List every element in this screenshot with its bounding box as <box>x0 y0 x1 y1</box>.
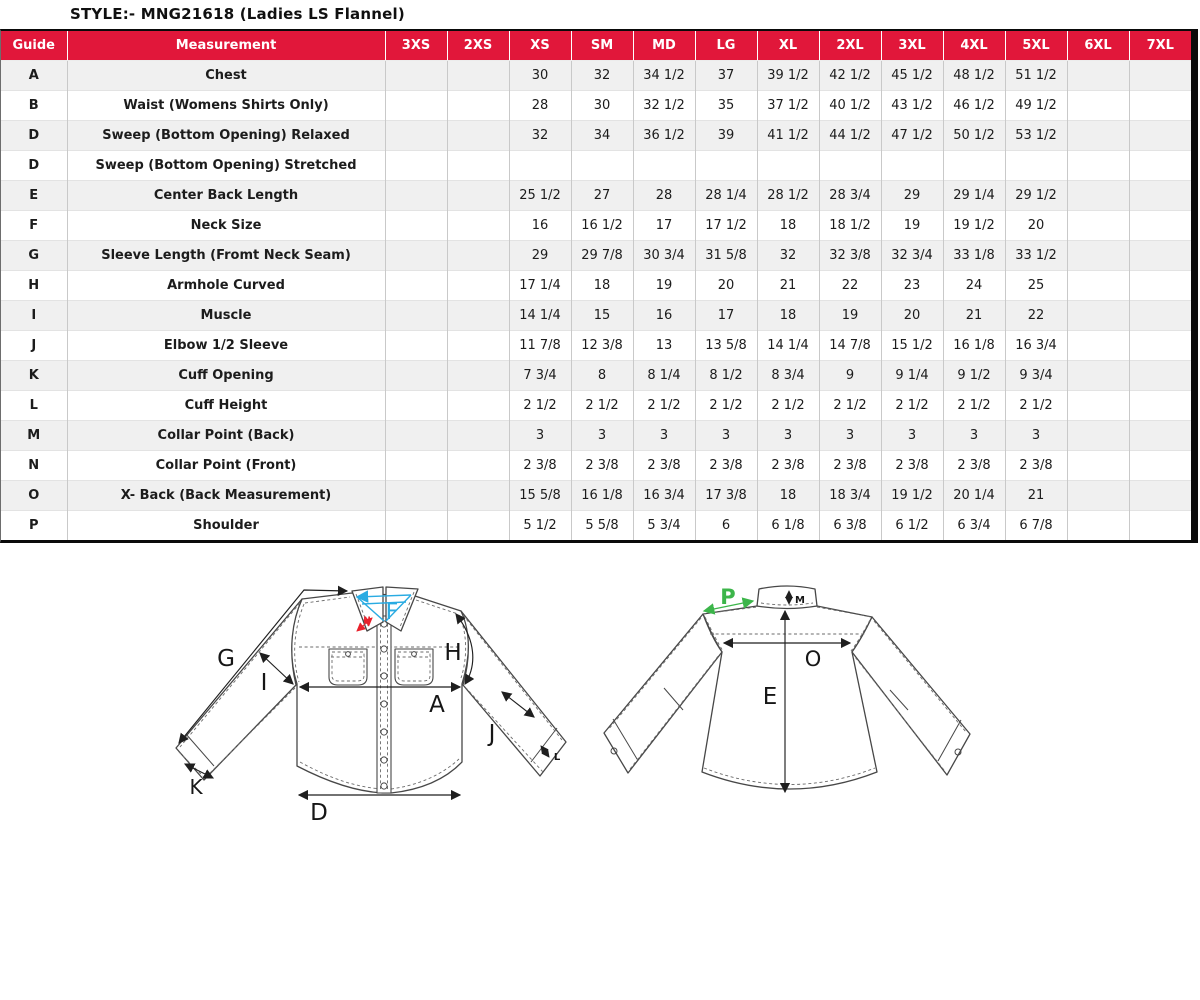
measurement-cell: Sweep (Bottom Opening) Relaxed <box>67 121 385 151</box>
value-cell: 31 5/8 <box>695 241 757 271</box>
value-cell: 2 1/2 <box>943 391 1005 421</box>
guide-cell: A <box>1 61 67 91</box>
value-cell: 22 <box>819 271 881 301</box>
guide-cell: E <box>1 181 67 211</box>
value-cell: 6 <box>695 511 757 541</box>
front-label-armhole-h: H <box>444 640 462 666</box>
value-cell: 32 <box>509 121 571 151</box>
measurement-cell: Center Back Length <box>67 181 385 211</box>
front-label-collar-point-n: N <box>363 616 371 626</box>
guide-cell: K <box>1 361 67 391</box>
value-cell: 21 <box>943 301 1005 331</box>
value-cell: 16 3/4 <box>633 481 695 511</box>
value-cell: 9 <box>819 361 881 391</box>
value-cell: 2 3/8 <box>695 451 757 481</box>
back-label-length-e: E <box>762 684 778 710</box>
header-cell-size-md: MD <box>633 31 695 61</box>
value-cell: 48 1/2 <box>943 61 1005 91</box>
value-cell: 2 3/8 <box>943 451 1005 481</box>
value-cell: 9 1/4 <box>881 361 943 391</box>
value-cell: 2 3/8 <box>571 451 633 481</box>
measurement-cell: Armhole Curved <box>67 271 385 301</box>
value-cell: 2 3/8 <box>881 451 943 481</box>
value-cell: 2 1/2 <box>509 391 571 421</box>
value-cell: 17 <box>695 301 757 331</box>
value-cell: 11 7/8 <box>509 331 571 361</box>
value-cell: 16 3/4 <box>1005 331 1067 361</box>
front-label-sleeve-g: G <box>217 646 235 672</box>
front-right-pocket <box>395 649 433 685</box>
value-cell: 6 1/2 <box>881 511 943 541</box>
value-cell: 45 1/2 <box>881 61 943 91</box>
guide-cell: O <box>1 481 67 511</box>
value-cell: 2 1/2 <box>571 391 633 421</box>
value-cell: 6 3/8 <box>819 511 881 541</box>
value-cell: 35 <box>695 91 757 121</box>
measurement-cell: Collar Point (Front) <box>67 451 385 481</box>
value-cell: 2 1/2 <box>757 391 819 421</box>
front-right-sleeve <box>461 611 566 776</box>
measurement-cell: Cuff Opening <box>67 361 385 391</box>
value-cell: 32 3/4 <box>881 241 943 271</box>
measurement-cell: Cuff Height <box>67 391 385 421</box>
guide-cell: B <box>1 91 67 121</box>
value-cell: 13 <box>633 331 695 361</box>
guide-cell: L <box>1 391 67 421</box>
measurement-cell: Collar Point (Back) <box>67 421 385 451</box>
back-label-xback-o: O <box>804 647 822 671</box>
value-cell: 3 <box>881 421 943 451</box>
value-cell: 13 5/8 <box>695 331 757 361</box>
back-collar-band <box>757 586 817 609</box>
value-cell: 28 <box>509 91 571 121</box>
value-cell: 3 <box>819 421 881 451</box>
value-cell: 3 <box>695 421 757 451</box>
guide-cell: H <box>1 271 67 301</box>
value-cell: 16 <box>633 301 695 331</box>
value-cell: 3 <box>757 421 819 451</box>
measurement-cell: X- Back (Back Measurement) <box>67 481 385 511</box>
value-cell: 2 1/2 <box>819 391 881 421</box>
value-cell: 16 <box>509 211 571 241</box>
value-cell: 20 <box>695 271 757 301</box>
value-cell: 14 1/4 <box>509 301 571 331</box>
value-cell: 2 1/2 <box>1005 391 1067 421</box>
guide-cell: I <box>1 301 67 331</box>
value-cell: 9 3/4 <box>1005 361 1067 391</box>
value-cell: 8 1/2 <box>695 361 757 391</box>
value-cell: 50 1/2 <box>943 121 1005 151</box>
value-cell: 46 1/2 <box>943 91 1005 121</box>
header-cell-size-lg: LG <box>695 31 757 61</box>
value-cell: 43 1/2 <box>881 91 943 121</box>
value-cell: 14 7/8 <box>819 331 881 361</box>
measurement-cell: Elbow 1/2 Sleeve <box>67 331 385 361</box>
value-cell: 2 3/8 <box>819 451 881 481</box>
value-cell: 18 <box>757 481 819 511</box>
measurement-cell: Neck Size <box>67 211 385 241</box>
back-torso-outline <box>702 606 877 789</box>
value-cell: 29 7/8 <box>571 241 633 271</box>
value-cell: 18 1/2 <box>819 211 881 241</box>
front-label-elbow-j: J <box>488 721 496 747</box>
value-cell: 22 <box>1005 301 1067 331</box>
value-cell: 5 1/2 <box>509 511 571 541</box>
value-cell: 16 1/2 <box>571 211 633 241</box>
value-cell: 32 <box>757 241 819 271</box>
value-cell: 20 <box>1005 211 1067 241</box>
front-left-sleeve <box>176 599 302 780</box>
shirt-back-drawing <box>604 585 970 792</box>
value-cell: 19 <box>819 301 881 331</box>
value-cell: 8 1/4 <box>633 361 695 391</box>
value-cell: 2 3/8 <box>1005 451 1067 481</box>
back-label-shoulder-p: P <box>720 585 736 609</box>
header-cell-guide: Guide <box>1 31 67 61</box>
value-cell: 34 <box>571 121 633 151</box>
value-cell: 24 <box>943 271 1005 301</box>
value-cell: 30 3/4 <box>633 241 695 271</box>
value-cell: 28 1/4 <box>695 181 757 211</box>
value-cell: 9 1/2 <box>943 361 1005 391</box>
value-cell: 16 1/8 <box>571 481 633 511</box>
value-cell: 2 3/8 <box>633 451 695 481</box>
value-cell: 39 <box>695 121 757 151</box>
page-title: STYLE:- MNG21618 (Ladies LS Flannel) <box>70 5 405 23</box>
value-cell: 29 1/2 <box>1005 181 1067 211</box>
value-cell: 32 <box>571 61 633 91</box>
value-cell: 36 1/2 <box>633 121 695 151</box>
value-cell: 32 3/8 <box>819 241 881 271</box>
front-label-muscle-i: I <box>260 670 268 696</box>
value-cell: 2 1/2 <box>695 391 757 421</box>
value-cell: 12 3/8 <box>571 331 633 361</box>
value-cell: 3 <box>633 421 695 451</box>
front-button-placket <box>377 616 391 793</box>
value-cell: 29 <box>881 181 943 211</box>
front-left-pocket <box>329 649 367 685</box>
value-cell: 34 1/2 <box>633 61 695 91</box>
value-cell: 2 3/8 <box>509 451 571 481</box>
value-cell: 18 <box>571 271 633 301</box>
value-cell: 33 1/8 <box>943 241 1005 271</box>
header-cell-size-xs: XS <box>509 31 571 61</box>
value-cell: 18 3/4 <box>819 481 881 511</box>
value-cell: 21 <box>1005 481 1067 511</box>
value-cell: 41 1/2 <box>757 121 819 151</box>
value-cell: 53 1/2 <box>1005 121 1067 151</box>
guide-cell: N <box>1 451 67 481</box>
header-cell-size-xl: XL <box>757 31 819 61</box>
front-label-cuff-height-l: L <box>553 752 561 763</box>
value-cell: 19 <box>881 211 943 241</box>
header-cell-size-7xl: 7XL <box>1129 31 1191 61</box>
front-label-neck-f: F <box>385 600 399 625</box>
value-cell: 17 1/4 <box>509 271 571 301</box>
value-cell: 2 1/2 <box>881 391 943 421</box>
value-cell: 2 3/8 <box>757 451 819 481</box>
value-cell: 17 <box>633 211 695 241</box>
value-cell: 5 5/8 <box>571 511 633 541</box>
value-cell: 32 1/2 <box>633 91 695 121</box>
header-cell-size-2xl: 2XL <box>819 31 881 61</box>
guide-cell: G <box>1 241 67 271</box>
guide-cell: J <box>1 331 67 361</box>
back-left-sleeve <box>604 614 722 773</box>
value-cell: 8 <box>571 361 633 391</box>
guide-cell: P <box>1 511 67 541</box>
value-cell: 47 1/2 <box>881 121 943 151</box>
value-cell: 28 3/4 <box>819 181 881 211</box>
value-cell: 18 <box>757 211 819 241</box>
value-cell: 20 1/4 <box>943 481 1005 511</box>
value-cell: 7 3/4 <box>509 361 571 391</box>
value-cell: 49 1/2 <box>1005 91 1067 121</box>
value-cell: 8 3/4 <box>757 361 819 391</box>
value-cell: 28 <box>633 181 695 211</box>
value-cell: 16 1/8 <box>943 331 1005 361</box>
value-cell: 29 <box>509 241 571 271</box>
value-cell: 6 7/8 <box>1005 511 1067 541</box>
value-cell: 19 <box>633 271 695 301</box>
measurement-cell: Sleeve Length (Fromt Neck Seam) <box>67 241 385 271</box>
header-cell-size-sm: SM <box>571 31 633 61</box>
value-cell: 40 1/2 <box>819 91 881 121</box>
value-cell: 37 <box>695 61 757 91</box>
value-cell: 2 1/2 <box>633 391 695 421</box>
value-cell: 23 <box>881 271 943 301</box>
value-cell: 42 1/2 <box>819 61 881 91</box>
value-cell: 21 <box>757 271 819 301</box>
value-cell: 5 3/4 <box>633 511 695 541</box>
guide-cell: D <box>1 151 67 181</box>
value-cell: 51 1/2 <box>1005 61 1067 91</box>
header-cell-size-3xs: 3XS <box>385 31 447 61</box>
value-cell: 30 <box>509 61 571 91</box>
measurement-cell: Waist (Womens Shirts Only) <box>67 91 385 121</box>
header-cell-size-3xl: 3XL <box>881 31 943 61</box>
value-cell: 25 <box>1005 271 1067 301</box>
value-cell: 30 <box>571 91 633 121</box>
header-cell-measurement: Measurement <box>67 31 385 61</box>
front-label-chest-a: A <box>429 692 445 718</box>
measurement-cell: Chest <box>67 61 385 91</box>
value-cell: 19 1/2 <box>943 211 1005 241</box>
value-cell: 29 1/4 <box>943 181 1005 211</box>
value-cell: 6 3/4 <box>943 511 1005 541</box>
value-cell: 15 1/2 <box>881 331 943 361</box>
guide-cell: D <box>1 121 67 151</box>
value-cell: 25 1/2 <box>509 181 571 211</box>
value-cell: 33 1/2 <box>1005 241 1067 271</box>
value-cell: 3 <box>943 421 1005 451</box>
header-cell-size-4xl: 4XL <box>943 31 1005 61</box>
value-cell: 3 <box>1005 421 1067 451</box>
back-label-collar-m: M <box>795 595 805 606</box>
front-label-sweep-d: D <box>310 800 328 826</box>
measurement-cell: Sweep (Bottom Opening) Stretched <box>67 151 385 181</box>
header-cell-size-5xl: 5XL <box>1005 31 1067 61</box>
guide-cell: F <box>1 211 67 241</box>
measurement-cell: Shoulder <box>67 511 385 541</box>
value-cell: 6 1/8 <box>757 511 819 541</box>
value-cell: 39 1/2 <box>757 61 819 91</box>
value-cell: 15 <box>571 301 633 331</box>
front-label-cuff-k: K <box>189 775 203 799</box>
value-cell: 17 3/8 <box>695 481 757 511</box>
value-cell: 44 1/2 <box>819 121 881 151</box>
shirt-front-drawing <box>176 587 566 826</box>
header-cell-size-6xl: 6XL <box>1067 31 1129 61</box>
value-cell: 19 1/2 <box>881 481 943 511</box>
value-cell: 3 <box>571 421 633 451</box>
header-cell-size-2xs: 2XS <box>447 31 509 61</box>
value-cell: 18 <box>757 301 819 331</box>
value-cell: 37 1/2 <box>757 91 819 121</box>
measurement-cell: Muscle <box>67 301 385 331</box>
value-cell: 28 1/2 <box>757 181 819 211</box>
value-cell: 3 <box>509 421 571 451</box>
value-cell: 14 1/4 <box>757 331 819 361</box>
value-cell: 20 <box>881 301 943 331</box>
guide-cell: M <box>1 421 67 451</box>
value-cell: 27 <box>571 181 633 211</box>
value-cell: 15 5/8 <box>509 481 571 511</box>
value-cell: 17 1/2 <box>695 211 757 241</box>
